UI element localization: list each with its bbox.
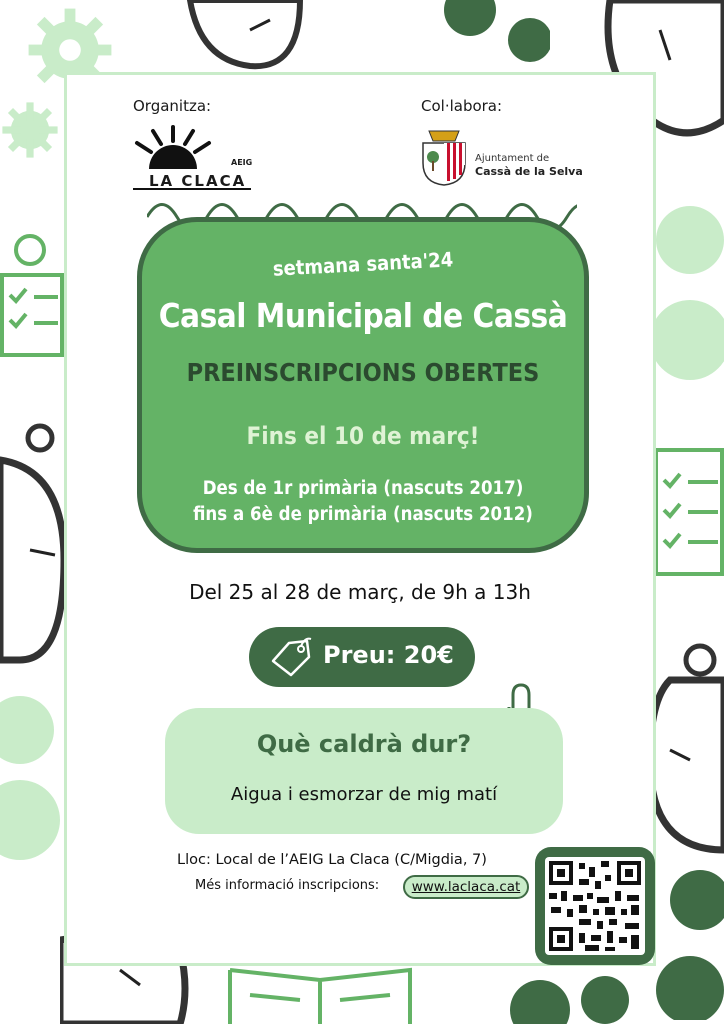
- ages-line-2: fins a 6è de primària (nascuts 2012): [193, 504, 533, 525]
- what-to-bring-title: Què caldrà dur?: [256, 730, 472, 758]
- qr-code-icon[interactable]: [535, 847, 655, 965]
- la-claca-logo: [131, 125, 255, 191]
- info-label: Més informació inscripcions:: [195, 878, 380, 893]
- gear-icon: [0, 690, 66, 870]
- collabora-label: Col·labora:: [421, 97, 503, 115]
- deadline-text: Fins el 10 de març!: [246, 422, 480, 450]
- gear-icon: [0, 100, 60, 160]
- page-title: Casal Municipal de Cassà: [158, 296, 568, 335]
- ages-line-1: Des de 1r primària (nascuts 2017): [202, 478, 524, 499]
- preinscription-heading: PREINSCRIPCIONS OBERTES: [186, 358, 540, 387]
- subtitle: setmana santa'24: [272, 247, 454, 281]
- coat-of-arms-icon: [419, 127, 469, 187]
- poster-card: [64, 72, 656, 966]
- ajuntament-line1: Ajuntament de: [475, 153, 550, 164]
- gear-icon: [430, 0, 550, 70]
- website-link[interactable]: www.laclaca.cat: [403, 875, 529, 899]
- location-text: Lloc: Local de l’AEIG La Claca (C/Migdia, 7): [177, 852, 487, 868]
- claca-logo-name: LA CLACA: [149, 172, 247, 190]
- clock-icon: [650, 640, 724, 860]
- ajuntament-line2: Cassà de la Selva: [475, 165, 583, 178]
- organitza-label: Organitza:: [133, 97, 212, 115]
- price-label: Preu: 20€: [323, 641, 454, 669]
- book-icon: [220, 960, 420, 1024]
- ajuntament-logo: [419, 127, 599, 187]
- price-badge: [249, 627, 475, 687]
- clock-icon: [0, 420, 64, 670]
- dates-text: Del 25 al 28 de març, de 9h a 13h: [189, 580, 531, 604]
- what-to-bring-text: Aigua i esmorzar de mig matí: [230, 784, 498, 805]
- clock-icon: [180, 0, 310, 72]
- what-to-bring-box: [165, 708, 563, 834]
- checklist-icon: [650, 430, 724, 580]
- price-tag-icon: [267, 635, 315, 679]
- checklist-icon: [0, 225, 64, 360]
- headline-box: [137, 217, 589, 553]
- claca-logo-sub: AEIG: [231, 158, 253, 167]
- gear-icon: [500, 960, 630, 1024]
